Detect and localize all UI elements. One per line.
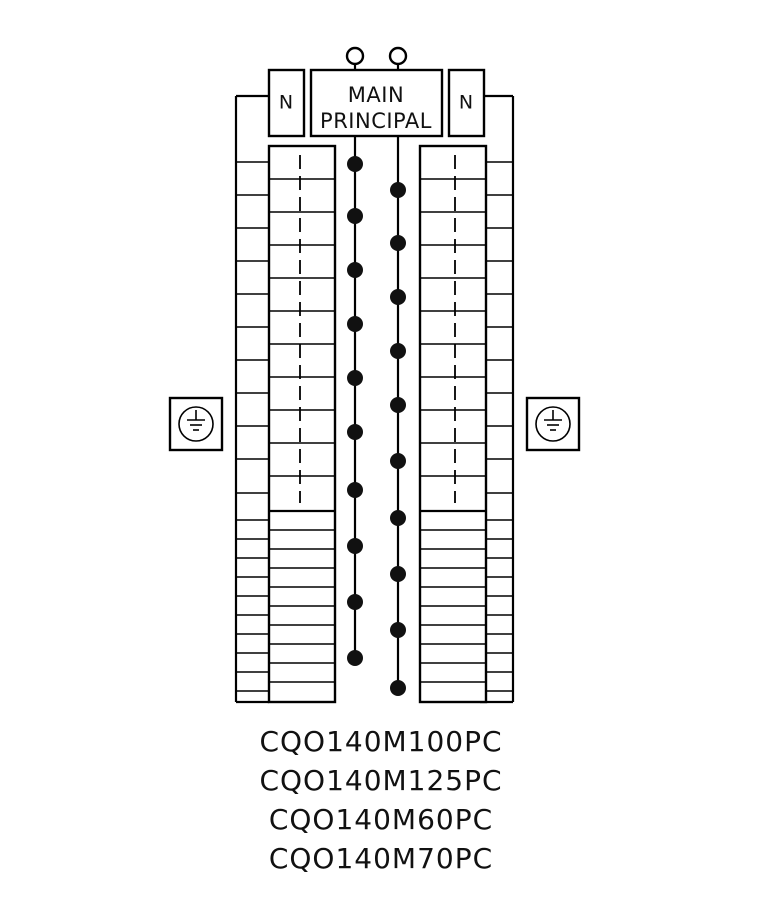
neutral-bar-right[interactable] — [449, 70, 484, 136]
main-breaker[interactable] — [311, 48, 442, 136]
main-terminal-left — [347, 48, 363, 64]
main-terminal-right — [390, 48, 406, 64]
bus-bar-right-pole — [390, 136, 406, 696]
breaker-column-right — [420, 146, 486, 702]
neutral-bar-left[interactable] — [269, 70, 304, 136]
catalog-number-3: CQO140M70PC — [268, 842, 494, 875]
breaker-column-left — [269, 146, 335, 702]
neutral-bar-left-label: N — [278, 91, 294, 114]
catalog-number-0: CQO140M100PC — [259, 725, 503, 758]
main-breaker-label-line2: PRINCIPAL — [320, 109, 432, 133]
catalog-number-1: CQO140M125PC — [259, 764, 503, 797]
ground-bar-right[interactable] — [527, 398, 579, 450]
branch-wires-right — [486, 162, 513, 691]
ground-bar-left[interactable] — [170, 398, 222, 450]
neutral-bar-right-label: N — [458, 91, 474, 114]
bus-bar-left-pole — [347, 136, 363, 666]
main-breaker-label-line1: MAIN — [347, 83, 405, 107]
catalog-number-2: CQO140M60PC — [268, 803, 494, 836]
catalog-number-list — [259, 725, 502, 875]
branch-wires-left — [236, 162, 269, 691]
